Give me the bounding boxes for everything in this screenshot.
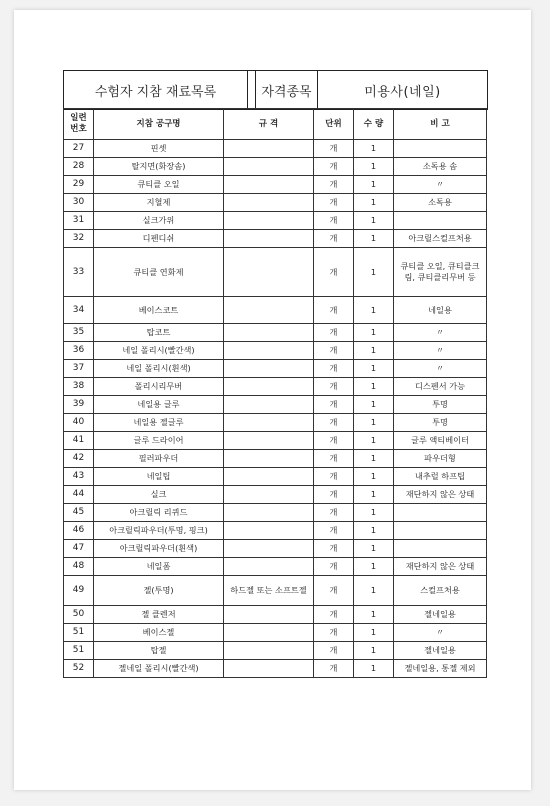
cell-number: 32 bbox=[64, 230, 94, 248]
table-row bbox=[64, 450, 487, 468]
cell-unit: 개 bbox=[314, 297, 354, 324]
cell-number: 33 bbox=[64, 248, 94, 297]
cell-number: 51 bbox=[64, 624, 94, 642]
cell-quantity: 1 bbox=[354, 230, 394, 248]
cell-quantity: 1 bbox=[354, 414, 394, 432]
table-row bbox=[64, 360, 487, 378]
header-divider bbox=[248, 71, 256, 109]
cell-unit: 개 bbox=[314, 450, 354, 468]
cell-spec bbox=[224, 297, 314, 324]
cell-spec bbox=[224, 642, 314, 660]
cell-tool-name: 큐티클 연화제 bbox=[94, 248, 224, 297]
cell-number: 50 bbox=[64, 606, 94, 624]
cell-quantity: 1 bbox=[354, 158, 394, 176]
cell-note: 〃 bbox=[394, 360, 487, 378]
cell-unit: 개 bbox=[314, 396, 354, 414]
cell-tool-name: 네일 폴리시(빨간색) bbox=[94, 342, 224, 360]
table-row bbox=[64, 297, 487, 324]
cell-tool-name: 네일 폴리시(흰색) bbox=[94, 360, 224, 378]
table-row bbox=[64, 540, 487, 558]
cell-unit: 개 bbox=[314, 342, 354, 360]
cell-unit: 개 bbox=[314, 378, 354, 396]
table-row bbox=[64, 432, 487, 450]
cell-number: 36 bbox=[64, 342, 94, 360]
materials-table bbox=[63, 108, 487, 678]
cell-unit: 개 bbox=[314, 414, 354, 432]
table-row bbox=[64, 158, 487, 176]
cell-quantity: 1 bbox=[354, 342, 394, 360]
cell-unit: 개 bbox=[314, 324, 354, 342]
cell-quantity: 1 bbox=[354, 504, 394, 522]
cell-tool-name: 네일용 글루 bbox=[94, 396, 224, 414]
cell-quantity: 1 bbox=[354, 324, 394, 342]
document-title: 수험자 지참 재료목록 bbox=[64, 71, 248, 109]
cell-tool-name: 필러파우더 bbox=[94, 450, 224, 468]
table-row bbox=[64, 522, 487, 540]
cell-tool-name: 젤네일 폴리시(빨간색) bbox=[94, 660, 224, 678]
table-row bbox=[64, 606, 487, 624]
cell-note: 글루 액티베이터 bbox=[394, 432, 487, 450]
cell-unit: 개 bbox=[314, 468, 354, 486]
cell-spec bbox=[224, 558, 314, 576]
cell-note: 젤네일용 bbox=[394, 606, 487, 624]
cell-unit: 개 bbox=[314, 522, 354, 540]
cell-note: 스컬프처용 bbox=[394, 576, 487, 606]
table-row bbox=[64, 624, 487, 642]
column-header-quantity: 수 량 bbox=[354, 109, 394, 140]
cell-note: 네일용 bbox=[394, 297, 487, 324]
cell-tool-name: 폴리시리무버 bbox=[94, 378, 224, 396]
cell-number: 28 bbox=[64, 158, 94, 176]
column-header-spec: 규 격 bbox=[224, 109, 314, 140]
cell-number: 48 bbox=[64, 558, 94, 576]
cell-spec bbox=[224, 324, 314, 342]
cell-quantity: 1 bbox=[354, 558, 394, 576]
cell-spec bbox=[224, 606, 314, 624]
cell-tool-name: 실크 bbox=[94, 486, 224, 504]
cell-tool-name: 아크릴릭파우더(투명, 핑크) bbox=[94, 522, 224, 540]
cell-unit: 개 bbox=[314, 140, 354, 158]
cell-quantity: 1 bbox=[354, 606, 394, 624]
cell-spec bbox=[224, 342, 314, 360]
table-row bbox=[64, 212, 487, 230]
cell-spec bbox=[224, 414, 314, 432]
table-header-row bbox=[64, 109, 487, 140]
cell-note bbox=[394, 212, 487, 230]
cell-tool-name: 탈지면(화장솜) bbox=[94, 158, 224, 176]
cell-note bbox=[394, 504, 487, 522]
cell-unit: 개 bbox=[314, 230, 354, 248]
cell-quantity: 1 bbox=[354, 468, 394, 486]
cell-tool-name: 네일용 젤글루 bbox=[94, 414, 224, 432]
cell-spec bbox=[224, 212, 314, 230]
cell-spec bbox=[224, 176, 314, 194]
table-row bbox=[64, 642, 487, 660]
cell-number: 31 bbox=[64, 212, 94, 230]
table-row bbox=[64, 486, 487, 504]
cell-spec bbox=[224, 194, 314, 212]
cell-number: 49 bbox=[64, 576, 94, 606]
table-row bbox=[64, 342, 487, 360]
cell-spec bbox=[224, 360, 314, 378]
certification-label: 자격종목 bbox=[256, 71, 318, 109]
cell-spec bbox=[224, 432, 314, 450]
cell-tool-name: 실크가위 bbox=[94, 212, 224, 230]
cell-unit: 개 bbox=[314, 558, 354, 576]
cell-quantity: 1 bbox=[354, 360, 394, 378]
cell-quantity: 1 bbox=[354, 624, 394, 642]
cell-note: 재단하지 않은 상태 bbox=[394, 486, 487, 504]
cell-note: 투명 bbox=[394, 414, 487, 432]
table-body bbox=[64, 140, 487, 678]
table-row bbox=[64, 576, 487, 606]
cell-tool-name: 베이스젤 bbox=[94, 624, 224, 642]
column-header-tool-name: 지참 공구명 bbox=[94, 109, 224, 140]
cell-spec bbox=[224, 248, 314, 297]
page-footer-blank bbox=[222, 765, 432, 779]
cell-note: 〃 bbox=[394, 342, 487, 360]
cell-number: 43 bbox=[64, 468, 94, 486]
cell-unit: 개 bbox=[314, 248, 354, 297]
table-row bbox=[64, 140, 487, 158]
cell-tool-name: 아크릴릭파우더(흰색) bbox=[94, 540, 224, 558]
table-row bbox=[64, 194, 487, 212]
column-header-note: 비 고 bbox=[394, 109, 487, 140]
cell-note: 〃 bbox=[394, 176, 487, 194]
cell-tool-name: 네일팁 bbox=[94, 468, 224, 486]
cell-unit: 개 bbox=[314, 624, 354, 642]
cell-note: 소독용 솜 bbox=[394, 158, 487, 176]
cell-note: 아크릴스컬프처용 bbox=[394, 230, 487, 248]
cell-tool-name: 네일폼 bbox=[94, 558, 224, 576]
cell-unit: 개 bbox=[314, 576, 354, 606]
cell-quantity: 1 bbox=[354, 297, 394, 324]
cell-quantity: 1 bbox=[354, 576, 394, 606]
cell-note bbox=[394, 140, 487, 158]
table-row bbox=[64, 558, 487, 576]
cell-quantity: 1 bbox=[354, 642, 394, 660]
table-row bbox=[64, 378, 487, 396]
cell-number: 45 bbox=[64, 504, 94, 522]
cell-note: 파우더형 bbox=[394, 450, 487, 468]
cell-spec bbox=[224, 140, 314, 158]
cell-note: 〃 bbox=[394, 624, 487, 642]
cell-number: 44 bbox=[64, 486, 94, 504]
cell-note: 〃 bbox=[394, 324, 487, 342]
cell-number: 52 bbox=[64, 660, 94, 678]
table-row bbox=[64, 248, 487, 297]
cell-note: 젤네일용, 통젤 제외 bbox=[394, 660, 487, 678]
cell-note: 내추럴 하프팁 bbox=[394, 468, 487, 486]
cell-quantity: 1 bbox=[354, 522, 394, 540]
cell-spec bbox=[224, 468, 314, 486]
cell-number: 30 bbox=[64, 194, 94, 212]
cell-spec bbox=[224, 396, 314, 414]
cell-unit: 개 bbox=[314, 486, 354, 504]
cell-number: 35 bbox=[64, 324, 94, 342]
cell-quantity: 1 bbox=[354, 486, 394, 504]
cell-note bbox=[394, 540, 487, 558]
cell-quantity: 1 bbox=[354, 140, 394, 158]
table-row bbox=[64, 504, 487, 522]
cell-tool-name: 아크릴릭 리퀴드 bbox=[94, 504, 224, 522]
cell-note: 디스펜서 가능 bbox=[394, 378, 487, 396]
cell-tool-name: 베이스코트 bbox=[94, 297, 224, 324]
cell-unit: 개 bbox=[314, 158, 354, 176]
cell-tool-name: 글루 드라이어 bbox=[94, 432, 224, 450]
cell-tool-name: 젤(투명) bbox=[94, 576, 224, 606]
cell-spec bbox=[224, 486, 314, 504]
cell-unit: 개 bbox=[314, 432, 354, 450]
cell-quantity: 1 bbox=[354, 176, 394, 194]
cell-note: 소독용 bbox=[394, 194, 487, 212]
cell-number: 42 bbox=[64, 450, 94, 468]
cell-spec bbox=[224, 540, 314, 558]
cell-number: 40 bbox=[64, 414, 94, 432]
cell-quantity: 1 bbox=[354, 194, 394, 212]
table-row bbox=[64, 414, 487, 432]
cell-note: 큐티클 오일, 큐티클크림, 큐티클리무버 등 bbox=[394, 248, 487, 297]
cell-note: 재단하지 않은 상태 bbox=[394, 558, 487, 576]
cell-unit: 개 bbox=[314, 660, 354, 678]
cell-number: 38 bbox=[64, 378, 94, 396]
cell-note: 투명 bbox=[394, 396, 487, 414]
cell-unit: 개 bbox=[314, 176, 354, 194]
cell-note: 젤네일용 bbox=[394, 642, 487, 660]
cell-tool-name: 디펜디쉬 bbox=[94, 230, 224, 248]
cell-unit: 개 bbox=[314, 504, 354, 522]
table-row bbox=[64, 324, 487, 342]
cell-spec bbox=[224, 158, 314, 176]
cell-quantity: 1 bbox=[354, 378, 394, 396]
cell-unit: 개 bbox=[314, 360, 354, 378]
cell-number: 47 bbox=[64, 540, 94, 558]
table-row bbox=[64, 660, 487, 678]
cell-quantity: 1 bbox=[354, 660, 394, 678]
cell-tool-name: 젤 클렌저 bbox=[94, 606, 224, 624]
cell-number: 51 bbox=[64, 642, 94, 660]
cell-unit: 개 bbox=[314, 606, 354, 624]
cell-number: 29 bbox=[64, 176, 94, 194]
cell-quantity: 1 bbox=[354, 396, 394, 414]
cell-spec bbox=[224, 378, 314, 396]
cell-number: 41 bbox=[64, 432, 94, 450]
cell-tool-name: 핀셋 bbox=[94, 140, 224, 158]
cell-unit: 개 bbox=[314, 642, 354, 660]
cell-quantity: 1 bbox=[354, 248, 394, 297]
certification-value: 미용사(네일) bbox=[364, 84, 441, 100]
table-row bbox=[64, 230, 487, 248]
header-box bbox=[63, 70, 488, 110]
cell-tool-name: 탑코트 bbox=[94, 324, 224, 342]
cell-tool-name: 지혈제 bbox=[94, 194, 224, 212]
cell-quantity: 1 bbox=[354, 450, 394, 468]
cell-spec bbox=[224, 624, 314, 642]
cell-unit: 개 bbox=[314, 194, 354, 212]
column-header-number: 일련 번호 bbox=[64, 109, 94, 140]
cell-number: 46 bbox=[64, 522, 94, 540]
cell-number: 34 bbox=[64, 297, 94, 324]
cell-number: 39 bbox=[64, 396, 94, 414]
cell-unit: 개 bbox=[314, 212, 354, 230]
cell-spec: 하드젤 또는 소프트젤 bbox=[224, 576, 314, 606]
cell-spec bbox=[224, 660, 314, 678]
cell-number: 37 bbox=[64, 360, 94, 378]
cell-quantity: 1 bbox=[354, 432, 394, 450]
cell-tool-name: 큐티클 오일 bbox=[94, 176, 224, 194]
cell-spec bbox=[224, 522, 314, 540]
cell-tool-name: 탑젤 bbox=[94, 642, 224, 660]
table-row bbox=[64, 396, 487, 414]
table-row bbox=[64, 176, 487, 194]
cell-spec bbox=[224, 504, 314, 522]
cell-spec bbox=[224, 450, 314, 468]
cell-number: 27 bbox=[64, 140, 94, 158]
column-header-unit: 단위 bbox=[314, 109, 354, 140]
table-row bbox=[64, 468, 487, 486]
cell-quantity: 1 bbox=[354, 540, 394, 558]
cell-unit: 개 bbox=[314, 540, 354, 558]
cell-note bbox=[394, 522, 487, 540]
cell-spec bbox=[224, 230, 314, 248]
cell-quantity: 1 bbox=[354, 212, 394, 230]
